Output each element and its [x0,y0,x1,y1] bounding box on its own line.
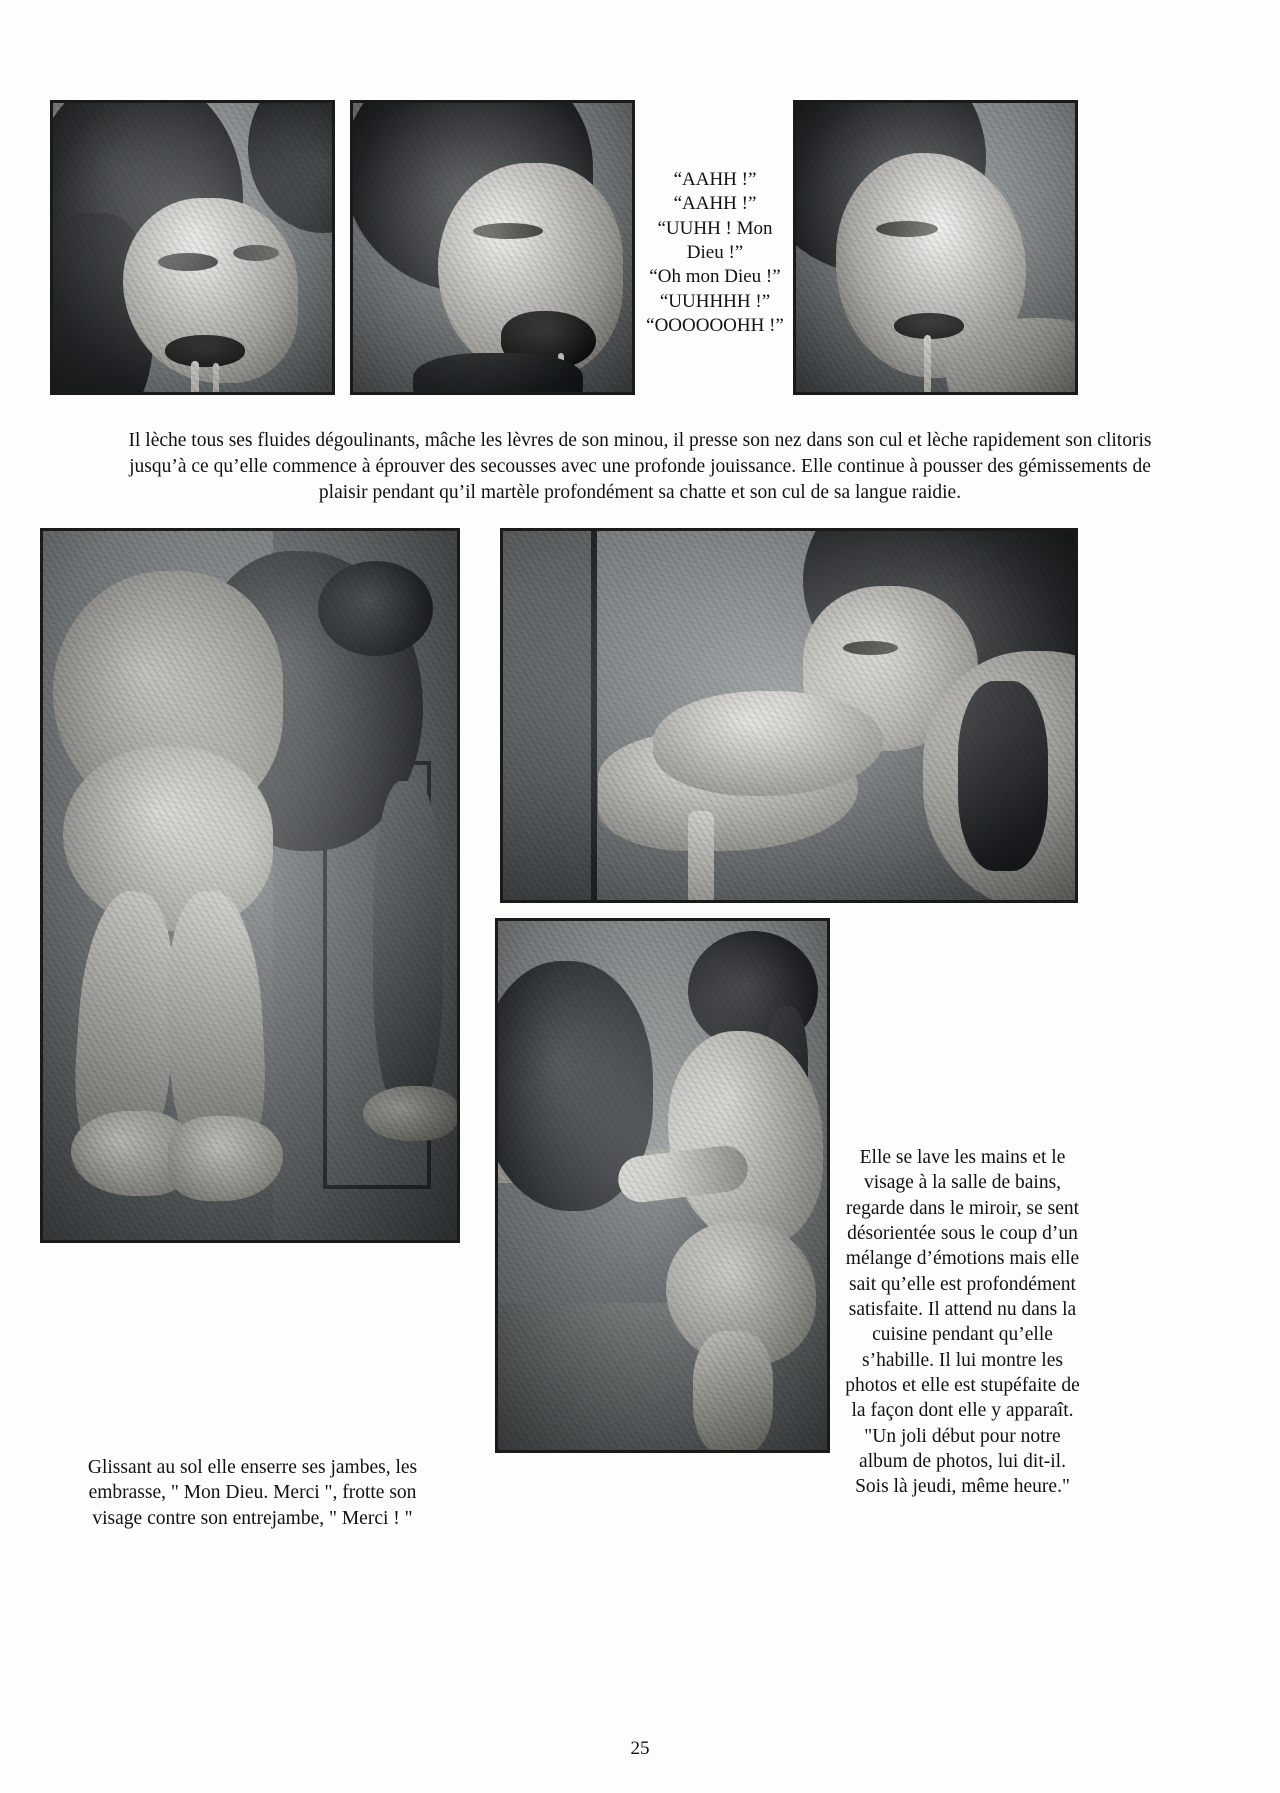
panel-face-right [793,100,1078,395]
dialog-line: “UUHHHH !” [659,290,771,312]
dialog-line: “UUHH ! Mon [657,217,773,239]
panel-face-middle-art [353,103,632,392]
dialog-block [640,168,790,338]
narration-bottom-right: Elle se lave les mains et le visage à la salle de bains, regarde dans le miroir, se sent désorientée sous le coup d’un mélange d’émotions mais elle sait qu’elle est profondément satisfaite. Il attend nu dans la cuisine pendant qu’elle s’habille. Il lui montre les photos et elle est stupéfaite de la façon dont elle y apparaît. "Un joli début pour notre album de photos, lui dit-il. Sois là jeudi, même heure." [845,1147,1080,1498]
dialog-line: “Oh mon Dieu !” [649,266,781,288]
panel-hands-water-art [503,531,1075,900]
narration-top: Il lèche tous ses fluides dégoulinants, mâche les lèvres de son minou, il presse son nez dans son cul et lèche rapidement son clitoris jusqu’à ce qu’elle commence à éprouver des secousses avec une profonde jouissance. Elle continue à pousser des gémissements de plaisir pendant qu’il martèle profondément sa chatte et son cul de sa langue raidie. [128,430,1152,503]
page-number: 25 [630,1738,650,1759]
dialog-line: “AAHH !” [673,193,757,215]
panel-face-right-art [796,103,1075,392]
panel-face-middle [350,100,635,395]
panel-face-left [50,100,335,395]
narration-bottom-left: Glissant au sol elle enserre ses jambes, les embrasse, " Mon Dieu. Merci ", frotte son visage contre son entrejambe, " Merci ! " [87,1457,418,1529]
panel-face-left-art [53,103,332,392]
panel-hands-water [500,528,1078,903]
panel-figures-left [40,528,460,1243]
panel-standing-figure [495,918,830,1453]
panel-standing-figure-art [498,921,827,1450]
panel-figures-left-art [43,531,457,1240]
dialog-line: “OOOOOOHH !” [646,314,784,336]
dialog-line: Dieu !” [686,241,744,263]
dialog-line: “AAHH !” [673,169,757,190]
